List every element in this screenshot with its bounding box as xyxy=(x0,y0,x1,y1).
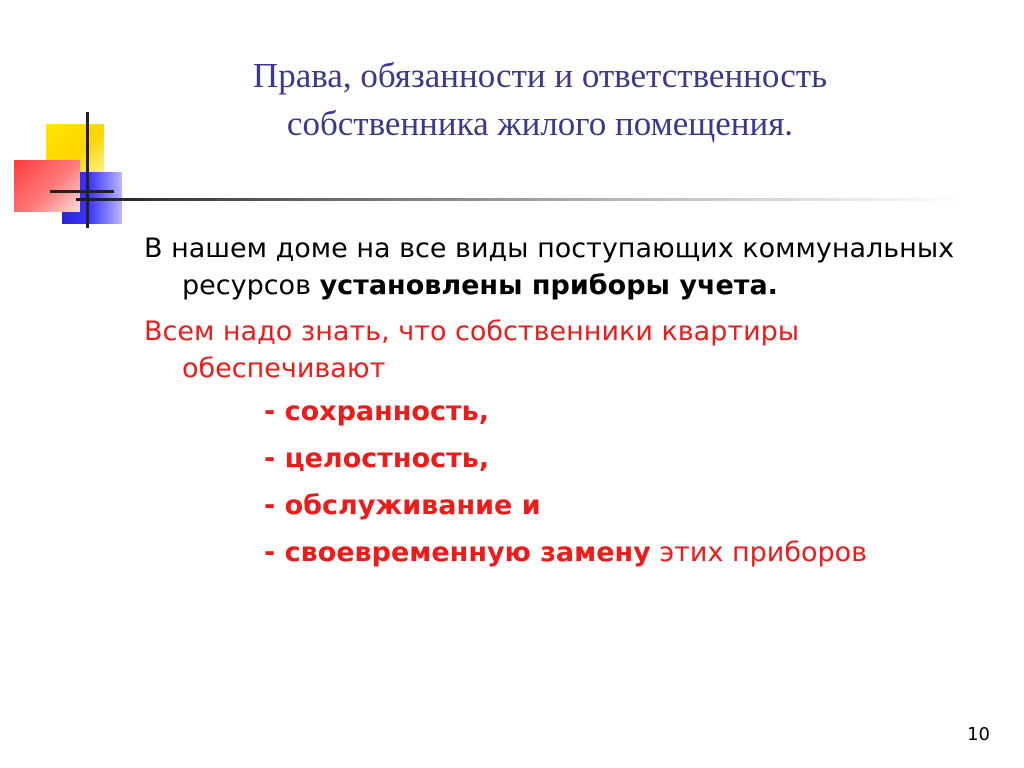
list-item xyxy=(144,440,1004,477)
title-divider-line xyxy=(76,198,966,201)
slide-body xyxy=(144,230,1004,581)
list-item xyxy=(144,393,1004,430)
paragraph-meters-text: В нашем доме на все виды поступающих коммунальных ресурсов xyxy=(144,233,955,301)
list-item-bold: - обслуживание и xyxy=(264,490,541,521)
list-item-bold: - целостность, xyxy=(264,443,490,474)
slide-title-line2: собственника жилого помещения. xyxy=(286,104,794,143)
decor-vertical-line xyxy=(86,112,89,228)
slide-title xyxy=(160,52,920,148)
slide-title-line1: Права, обязанности и ответственность xyxy=(252,56,828,95)
paragraph-owners-ensure: Всем надо знать, что собственники квартиры обеспечивают xyxy=(144,316,800,384)
page-number: 10 xyxy=(967,724,990,745)
decor-short-horizontal-line xyxy=(50,190,114,193)
responsibility-list xyxy=(144,393,1004,571)
paragraph-meters-bold: установлены приборы учета. xyxy=(319,270,778,301)
decor-red-square xyxy=(14,160,80,212)
list-item-bold: - своевременную замену xyxy=(264,537,651,568)
list-item-bold: - сохранность, xyxy=(264,396,489,427)
list-item-regular: этих приборов xyxy=(650,537,868,568)
list-item xyxy=(144,534,1004,571)
paragraph-meters-installed xyxy=(144,230,1004,304)
list-item xyxy=(144,487,1004,524)
